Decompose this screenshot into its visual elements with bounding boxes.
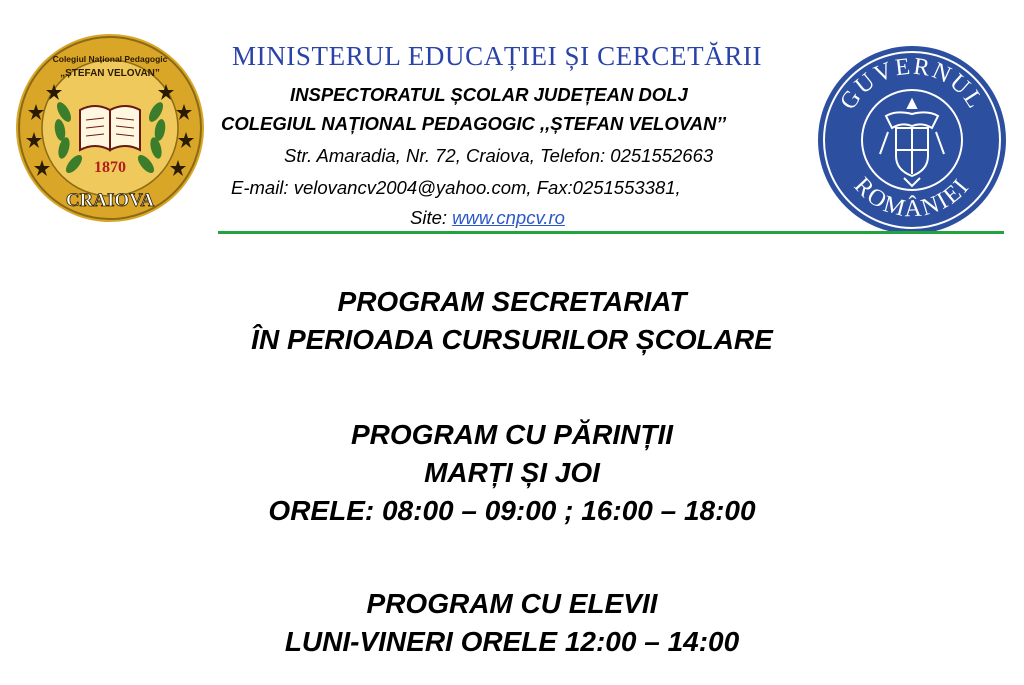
seal-college-name: Colegiul Național Pedagogic [52,54,168,64]
seal-year: 1870 [94,159,126,176]
students-section [0,585,1024,661]
college-seal-logo [14,32,206,224]
seal-college-subname: „ȘTEFAN VELOVAN” [60,68,160,79]
section-title: PROGRAM SECRETARIAT [337,286,687,317]
secretariat-section [0,283,1024,359]
site-label: Site: [410,207,453,228]
seal-city: CRAIOVA [65,190,155,211]
section-subtitle: ÎN PERIOADA CURSURILOR ȘCOLARE [251,324,773,355]
seal-top-text: GUVERNUL [835,53,989,115]
site-line [410,207,565,229]
students-title: PROGRAM CU ELEVII [366,588,658,619]
inspectorate-line: INSPECTORATUL ȘCOLAR JUDEȚEAN DOLJ [290,84,688,105]
students-hours: LUNI-VINERI ORELE 12:00 – 14:00 [284,626,740,657]
open-book-icon [80,106,140,150]
seal-bottom-text: ROMÂNIEI [848,172,976,223]
parents-days: MARȚI ȘI JOI [424,457,600,488]
address-line: Str. Amaradia, Nr. 72, Craiova, Telefon: 0251552663 [284,145,714,166]
header-divider [218,231,1004,234]
parents-title: PROGRAM CU PĂRINȚII [351,419,673,450]
parents-section [0,416,1024,530]
college-line: COLEGIUL NAȚIONAL PEDAGOGIC ,,ȘTEFAN VELOVAN’’ [221,113,727,134]
parents-hours: ORELE: 08:00 – 09:00 ; 16:00 – 18:00 [268,495,756,526]
site-link[interactable]: www.cnpcv.ro [452,207,565,228]
government-seal-logo [816,44,1008,236]
ministry-title: MINISTERUL EDUCAȚIEI ȘI CERCETĂRII [232,41,763,71]
email-fax-line: E-mail: velovancv2004@yahoo.com, Fax:0251553381, [231,177,681,198]
